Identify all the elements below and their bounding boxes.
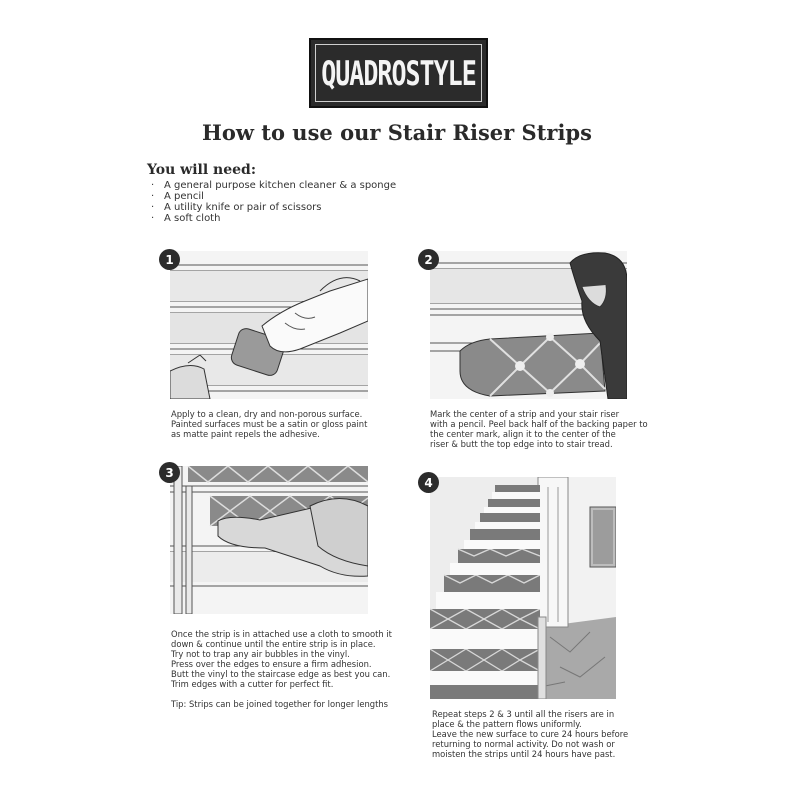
page-title: How to use our Stair Riser Strips xyxy=(202,120,592,145)
step-4-badge: 4 xyxy=(418,472,439,493)
step-3-text: Once the strip is in attached use a cloth to smooth it down & continue until the entire strip is in place. Try not to trap any air bubbles in the vinyl. Press over the edges to ensure a firm adhesion. Butt the vinyl to the staircase edge as best you can. Trim edges with a cutter for perfect fit. Tip: Strips can be joined together for longer lengths xyxy=(171,629,392,709)
step-4-photo xyxy=(430,477,616,699)
supply-item: · A general purpose kitchen cleaner & a sponge xyxy=(147,180,396,191)
supply-item: · A utility knife or pair of scissors xyxy=(147,202,396,213)
brand-name: QUADROSTYLE xyxy=(321,53,476,93)
step-3-illustration xyxy=(170,466,368,614)
step-2-illustration xyxy=(430,251,627,399)
step-2-badge: 2 xyxy=(418,249,439,270)
step-3-badge: 3 xyxy=(159,462,180,483)
supply-item: · A soft cloth xyxy=(147,213,396,224)
step-1-badge: 1 xyxy=(159,249,180,270)
finished-staircase xyxy=(430,477,616,699)
supplies-section xyxy=(147,162,396,224)
marking-sketch xyxy=(430,251,627,399)
supplies-heading: You will need: xyxy=(147,162,256,178)
step-1-text: Apply to a clean, dry and non-porous surface. Painted surfaces must be a satin or gloss paint as matte paint repels the adhesive. xyxy=(171,409,368,439)
step-1-illustration xyxy=(170,251,368,399)
step-4-text: Repeat steps 2 & 3 until all the risers are in place & the pattern flows uniformly. Leave the new surface to cure 24 hours before returning to normal activity. Do not wash or moisten the strips until 24 hours have past. xyxy=(432,709,629,759)
brand-logo xyxy=(309,38,488,108)
smoothing-sketch xyxy=(170,466,368,614)
supplies-list xyxy=(147,180,396,224)
step-2-text: Mark the center of a strip and your stair riser with a pencil. Peel back half of the backing paper to the center mark, align it to the center of the riser & butt the top edge into to stair tread. xyxy=(430,409,648,449)
supply-item: · A pencil xyxy=(147,191,396,202)
cleaning-sketch xyxy=(170,251,368,399)
